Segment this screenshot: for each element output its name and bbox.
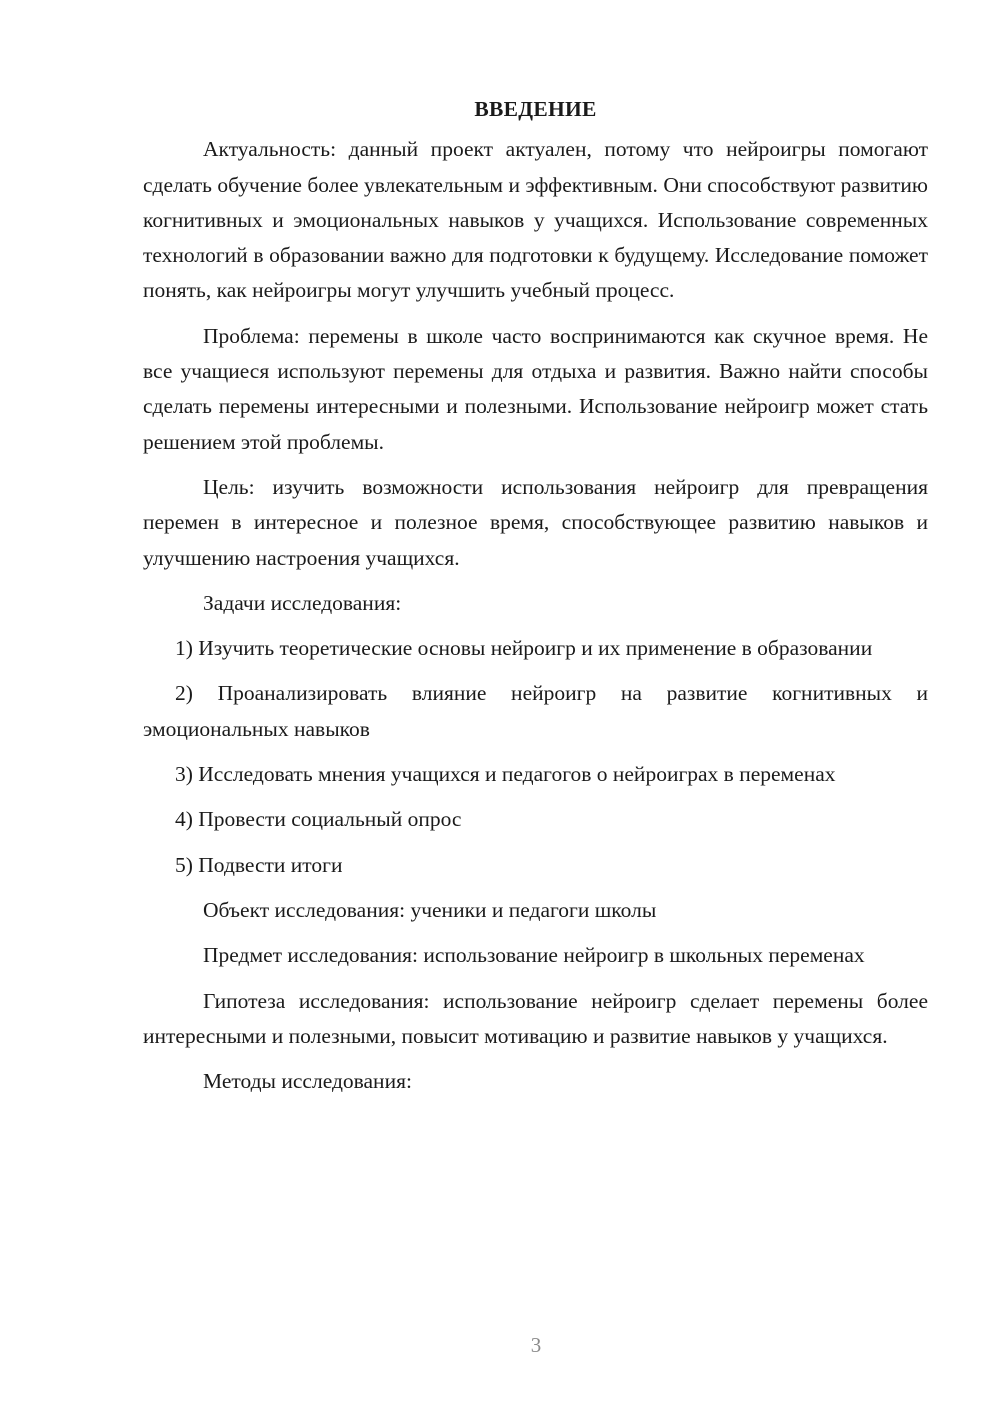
methods-intro: Методы исследования: bbox=[203, 1069, 412, 1094]
problem-paragraph: Проблема: перемены в школе часто воспринимаются как скучное время. Не все учащиеся используют перемены для отдыха и развития. Важно найти способы сделать перемены интересными и полезными. Использование нейроигр может стать решением этой проблемы. bbox=[143, 323, 928, 454]
hypothesis-paragraph: Гипотеза исследования: использование нейроигр сделает перемены более интересными и полезными, повысит мотивацию и развитие навыков у учащихся. bbox=[143, 988, 928, 1048]
task-item-4: 4) Провести социальный опрос bbox=[175, 807, 462, 832]
section-heading: ВВЕДЕНИЕ bbox=[474, 97, 597, 121]
tasks-intro: Задачи исследования: bbox=[203, 590, 402, 615]
subject-paragraph: Предмет исследования: использование нейроигр в школьных переменах bbox=[203, 943, 865, 968]
relevance-paragraph: Актуальность: данный проект актуален, потому что нейроигры помогают сделать обучение более увлекательным и эффективным. Они способствуют развитию когнитивных и эмоциональных навыков у учащихся. Использование современных технологий в образовании важно для подготовки к будущему. Исследование поможет понять, как нейроигры могут улучшить учебный процесс. bbox=[143, 137, 928, 303]
document-page bbox=[143, 92, 928, 1109]
page-number: 3 bbox=[530, 1333, 542, 1357]
object-paragraph: Объект исследования: ученики и педагоги школы bbox=[203, 897, 657, 922]
task-item-5: 5) Подвести итоги bbox=[175, 852, 343, 877]
task-item-1: 1) Изучить теоретические основы нейроигр и их применение в образовании bbox=[175, 636, 873, 661]
task-item-2: 2) Проанализировать влияние нейроигр на развитие когнитивных и эмоциональных навыков bbox=[143, 681, 928, 741]
goal-paragraph: Цель: изучить возможности использования нейроигр для превращения перемен в интересное и полезное время, способствующее развитию навыков и улучшению настроения учащихся. bbox=[143, 474, 928, 570]
task-item-3: 3) Исследовать мнения учащихся и педагогов о нейроиграх в переменах bbox=[175, 762, 836, 787]
